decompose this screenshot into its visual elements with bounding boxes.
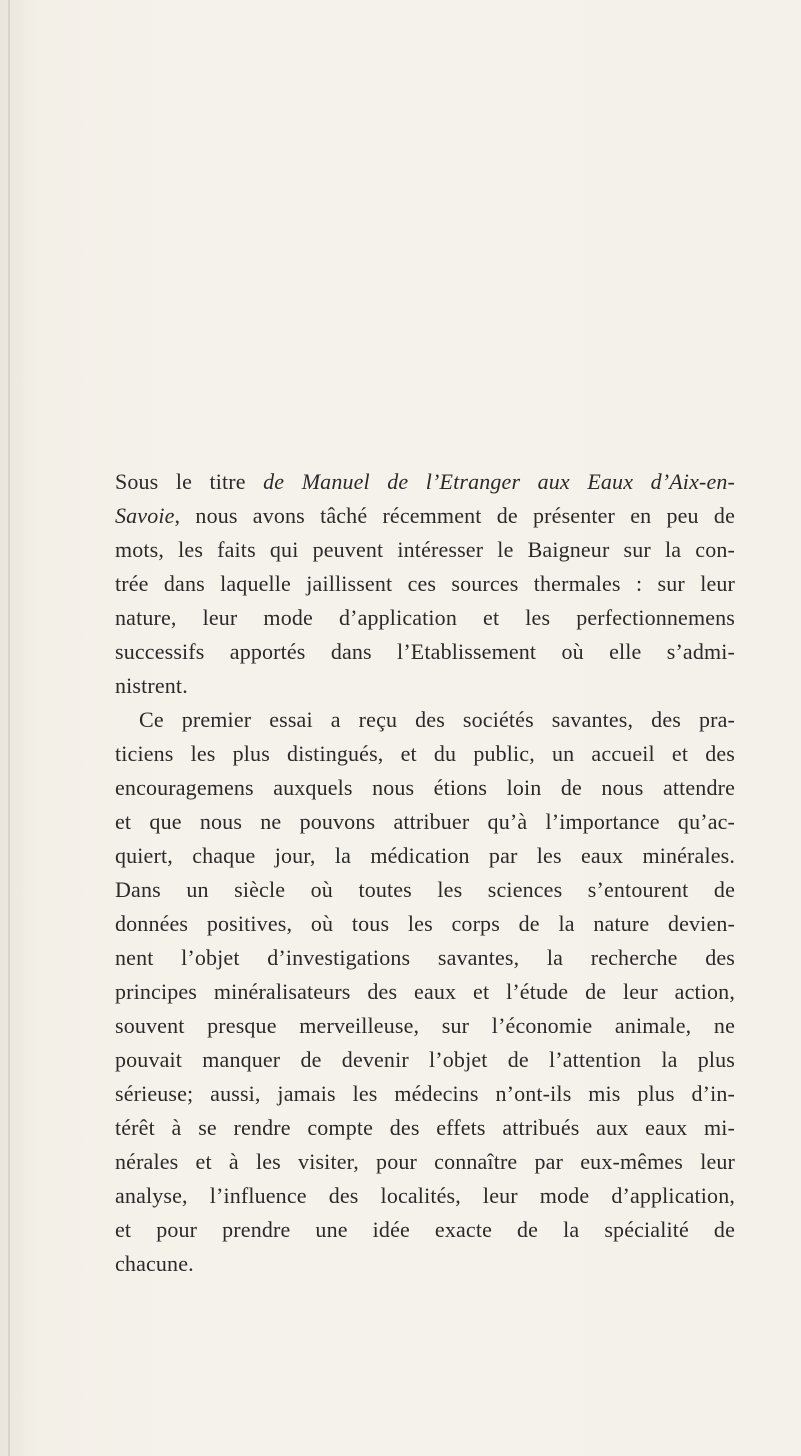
text-run: ticiens les plus distingués, et du public, un accueil et des <box>115 741 735 766</box>
text-run: principes minéralisateurs des eaux et l’étude de leur action, <box>115 979 735 1004</box>
italic-text-run: de Manuel de l’Etranger aux Eaux d’Aix-en- <box>263 469 735 494</box>
text-line <box>115 975 735 1009</box>
text-run: , nous avons tâché récemment de présenter en peu de <box>174 503 735 528</box>
text-line <box>115 1179 735 1213</box>
text-line <box>115 601 735 635</box>
text-line <box>115 737 735 771</box>
text-line <box>115 941 735 975</box>
text-run: encouragemens auxquels nous étions loin de nous attendre <box>115 775 735 800</box>
text-line <box>115 771 735 805</box>
text-line <box>115 805 735 839</box>
text-line <box>115 1111 735 1145</box>
text-run: nature, leur mode d’application et les perfectionnemens <box>115 605 735 630</box>
text-run: souvent presque merveilleuse, sur l’économie animale, ne <box>115 1013 735 1038</box>
text-run: trée dans laquelle jaillissent ces sources thermales : sur leur <box>115 571 735 596</box>
text-line <box>115 1213 735 1247</box>
text-run: mots, les faits qui peuvent intéresser le Baigneur sur la con- <box>115 537 735 562</box>
text-run: analyse, l’influence des localités, leur mode d’application, <box>115 1183 735 1208</box>
text-line <box>115 839 735 873</box>
text-run: nistrent. <box>115 673 188 698</box>
text-line <box>115 907 735 941</box>
text-run: quiert, chaque jour, la médication par les eaux minérales. <box>115 843 735 868</box>
text-line <box>115 567 735 601</box>
text-line <box>115 465 735 499</box>
text-run: pouvait manquer de devenir l’objet de l’attention la plus <box>115 1047 735 1072</box>
text-run: et que nous ne pouvons attribuer qu’à l’importance qu’ac- <box>115 809 735 834</box>
text-run: nérales et à les visiter, pour connaître par eux-mêmes leur <box>115 1149 735 1174</box>
text-run: Ce premier essai a reçu des sociétés savantes, des pra- <box>139 707 735 732</box>
text-run: sérieuse; aussi, jamais les médecins n’ont-ils mis plus d’in- <box>115 1081 735 1106</box>
text-line <box>115 1043 735 1077</box>
text-run: Dans un siècle où toutes les sciences s’entourent de <box>115 877 735 902</box>
text-run: nent l’objet d’investigations savantes, la recherche des <box>115 945 735 970</box>
text-run: Sous le titre <box>115 469 264 494</box>
text-run: successifs apportés dans l’Etablissement où elle s’admi- <box>115 639 735 664</box>
text-run: térêt à se rendre compte des effets attribués aux eaux mi- <box>115 1115 735 1140</box>
body-text <box>115 465 735 1281</box>
text-line <box>115 533 735 567</box>
text-run: données positives, où tous les corps de la nature devien- <box>115 911 735 936</box>
text-run: et pour prendre une idée exacte de la spécialité de <box>115 1217 735 1242</box>
text-line <box>115 1247 735 1281</box>
text-run: chacune. <box>115 1251 194 1276</box>
text-line <box>115 1009 735 1043</box>
text-line <box>115 499 735 533</box>
text-line <box>115 703 735 737</box>
text-line <box>115 635 735 669</box>
text-line <box>115 1077 735 1111</box>
text-line <box>115 873 735 907</box>
italic-text-run: Savoie <box>115 503 175 528</box>
text-line <box>115 1145 735 1179</box>
binding-edge <box>8 0 10 1456</box>
text-line <box>115 669 735 703</box>
